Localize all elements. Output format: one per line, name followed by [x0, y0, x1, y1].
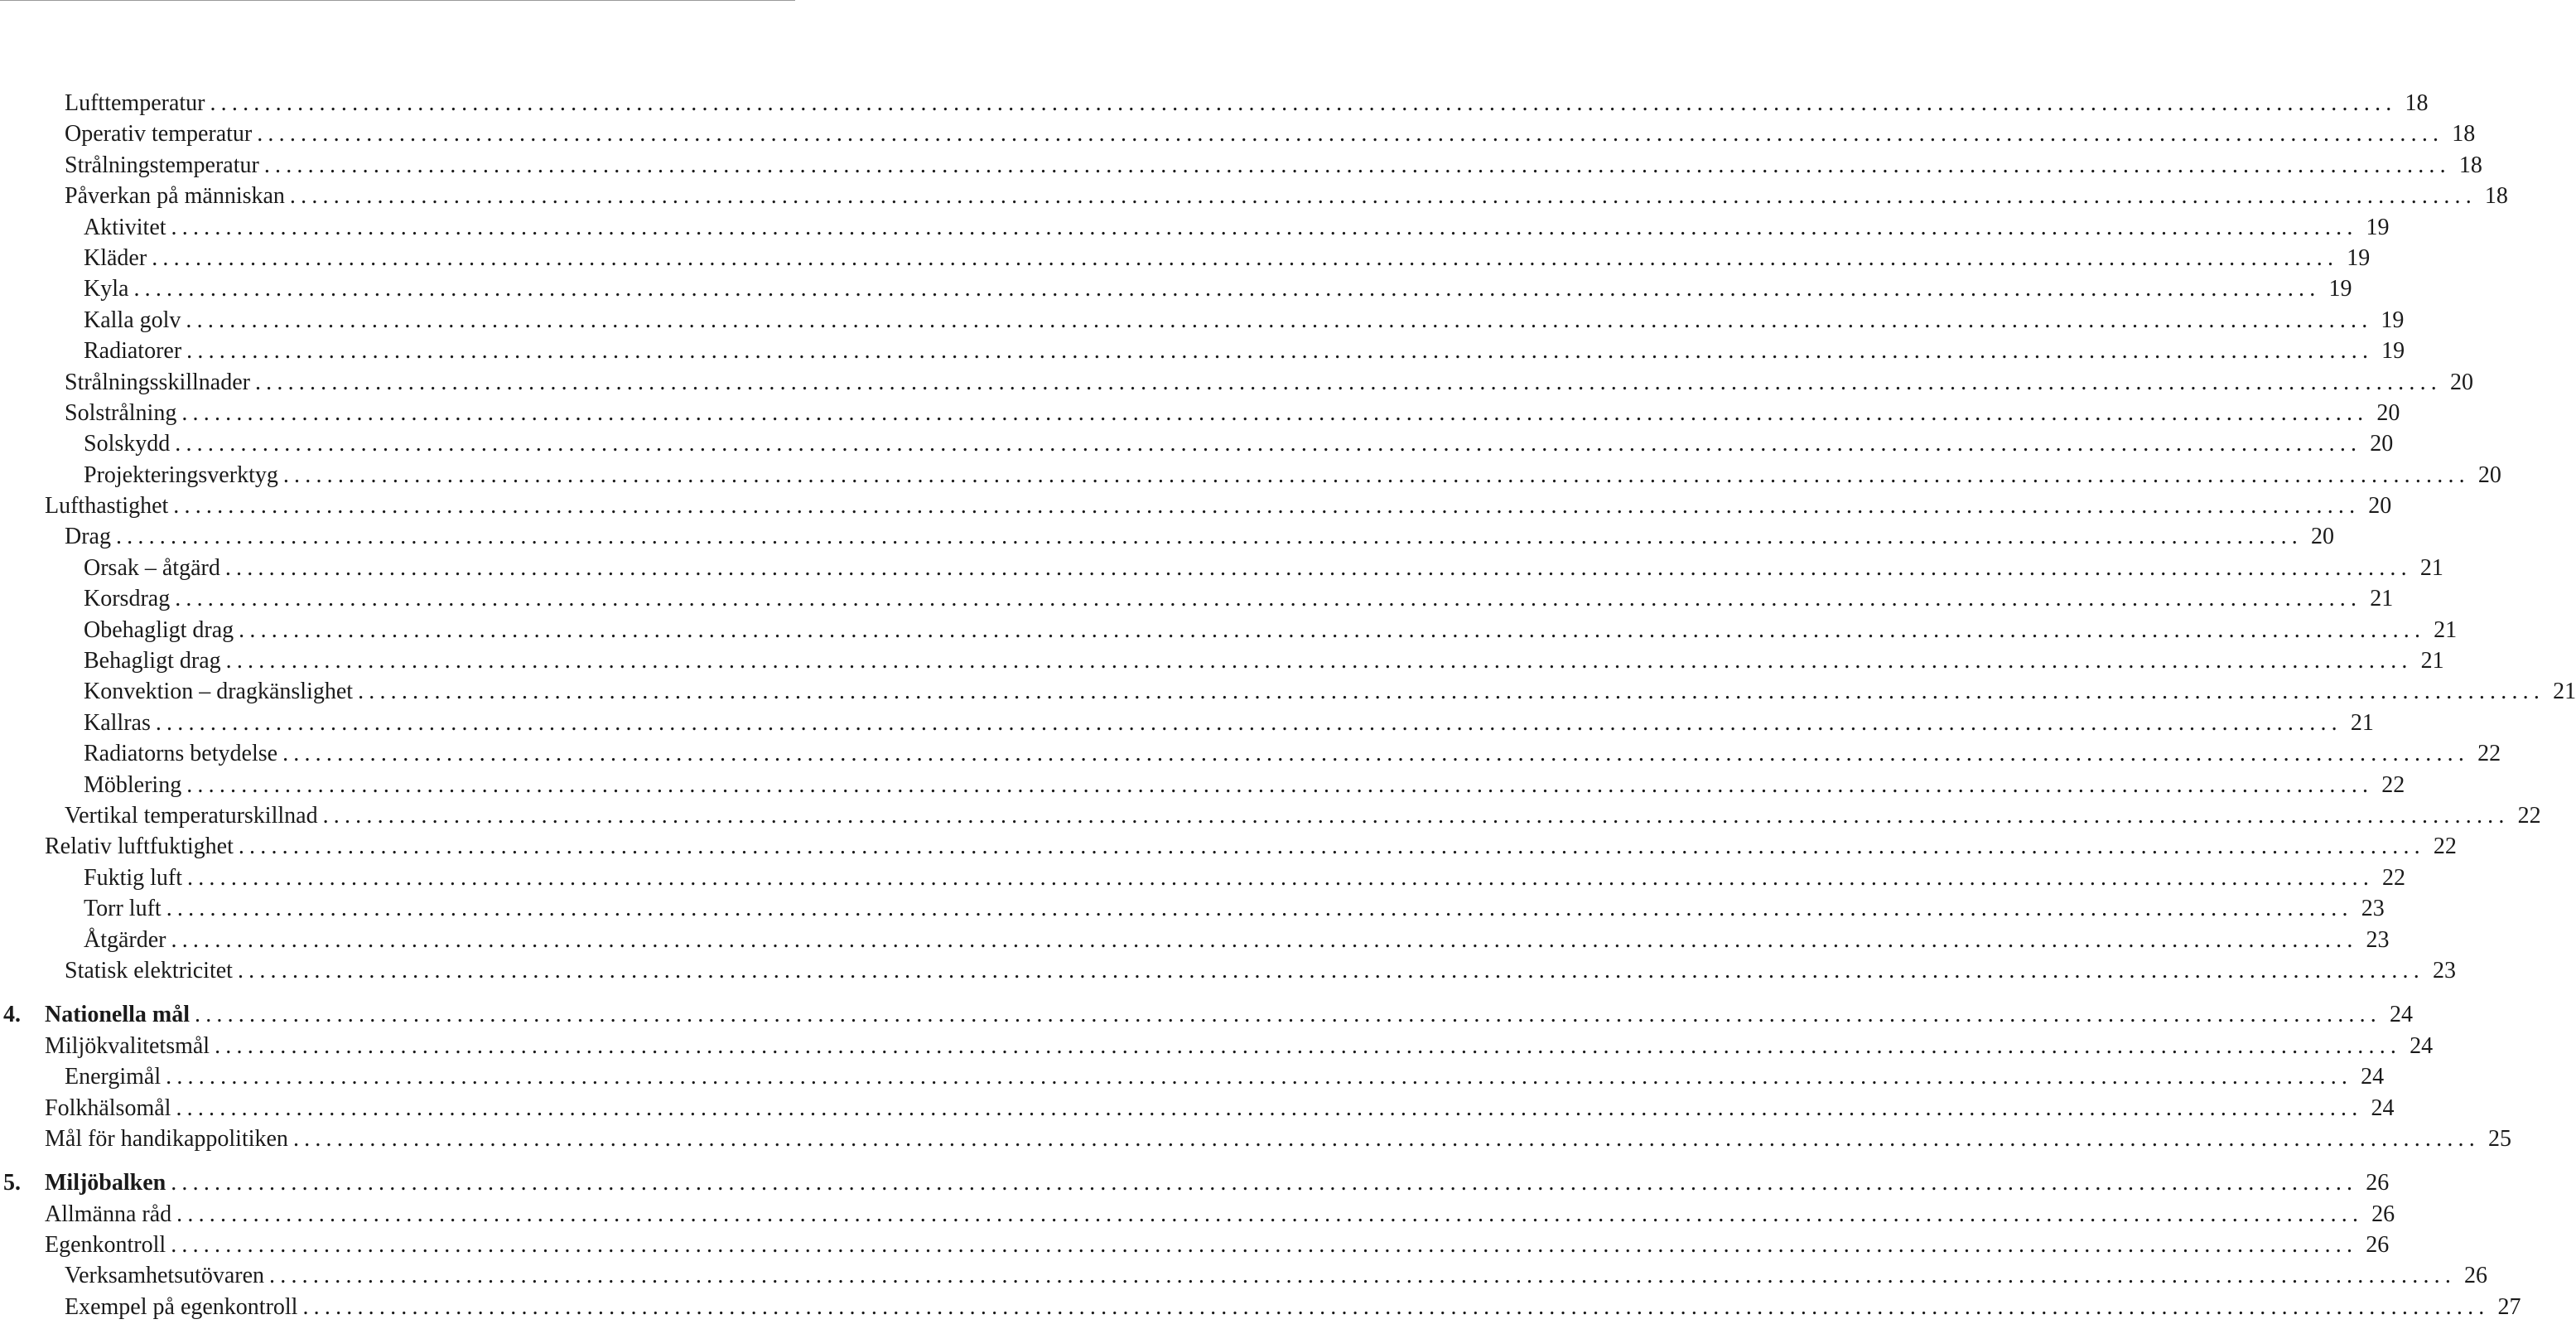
- toc-page-number: 23: [2366, 926, 2390, 953]
- toc-entry-title: Energimål: [65, 1064, 162, 1090]
- toc-page-number: 20: [2310, 524, 2334, 550]
- toc-page-number: 22: [2433, 834, 2457, 860]
- toc-page-number: 21: [2434, 616, 2458, 643]
- dot-leader: ........................................................................................................................................................................................................: [358, 679, 2545, 705]
- dot-leader: ........................................................................................................................................................................................................: [289, 183, 2477, 210]
- dot-leader: ........................................................................................................................................................................................................: [254, 369, 2442, 395]
- toc-entry: [0, 212, 2390, 243]
- toc-entry: [0, 955, 2456, 986]
- toc-page-number: 19: [2366, 214, 2390, 240]
- toc-chapter-number: 5.: [3, 1170, 21, 1196]
- toc-entry: [0, 1061, 2385, 1092]
- toc-page-number: 20: [2368, 493, 2392, 520]
- toc-entry-title: Projekteringsverktyg: [84, 462, 278, 488]
- toc-entry: [0, 1199, 2395, 1230]
- toc-entry: [0, 118, 2476, 149]
- dot-leader: ........................................................................................................................................................................................................: [171, 926, 2358, 953]
- toc-entry-title: Mål för handikappolitiken: [45, 1125, 288, 1152]
- toc-entry-title: Torr luft: [84, 896, 162, 922]
- dot-leader: ........................................................................................................................................................................................................: [239, 616, 2426, 643]
- toc-entry: [0, 1093, 2395, 1124]
- toc-entry-title: Statisk elektricitet: [65, 957, 233, 983]
- toc-page-number: 26: [2366, 1170, 2390, 1196]
- toc-entry-title: Exempel på egenkontroll: [65, 1293, 298, 1320]
- toc-entry-title: Lufthastighet: [45, 493, 169, 520]
- toc-page-number: 23: [2432, 957, 2456, 983]
- toc-page-number: 24: [2371, 1095, 2395, 1121]
- toc-entry: [0, 460, 2501, 491]
- dot-leader: ........................................................................................................................................................................................................: [187, 864, 2375, 891]
- toc-entry-title: Fuktig luft: [84, 864, 183, 891]
- dot-leader: ........................................................................................................................................................................................................: [176, 1201, 2364, 1227]
- toc-page-number: 27: [2497, 1293, 2521, 1320]
- toc-page-number: 19: [2347, 244, 2371, 271]
- toc-page-number: 26: [2464, 1263, 2488, 1289]
- dot-leader: ........................................................................................................................................................................................................: [171, 1170, 2358, 1196]
- toc-entry: [0, 181, 2508, 211]
- toc-entry: [0, 893, 2385, 924]
- toc-entry-title: Kalla golv: [84, 307, 181, 333]
- dot-leader: ........................................................................................................................................................................................................: [166, 896, 2353, 922]
- toc-entry-title: Aktivitet: [84, 214, 166, 240]
- toc-entry: [0, 428, 2394, 459]
- toc-entry-title: Behagligt drag: [84, 648, 221, 674]
- dot-leader: ........................................................................................................................................................................................................: [171, 1232, 2358, 1259]
- toc-entry-title: Konvektion – dragkänslighet: [84, 679, 354, 705]
- toc-chapter-number: 4.: [3, 1002, 21, 1028]
- toc-entry: [0, 1031, 2434, 1061]
- toc-entry: [0, 1230, 2390, 1260]
- dot-leader: ........................................................................................................................................................................................................: [171, 214, 2358, 240]
- toc-page-number: 22: [2517, 802, 2541, 829]
- toc-page-number: 26: [2366, 1232, 2390, 1259]
- toc-entry: [0, 1260, 2488, 1291]
- toc-page-number: 24: [2410, 1032, 2434, 1059]
- toc-entry-title: Miljökvalitetsmål: [45, 1032, 210, 1059]
- toc-page-number: 21: [2553, 679, 2576, 705]
- dot-leader: ........................................................................................................................................................................................................: [237, 957, 2424, 983]
- top-rule: [0, 0, 795, 1]
- toc-entry: [0, 243, 2371, 273]
- toc-entry-title: Åtgärder: [84, 926, 166, 953]
- toc-page-number: 22: [2381, 771, 2405, 798]
- dot-leader: ........................................................................................................................................................................................................: [186, 307, 2373, 333]
- toc-entry: [0, 336, 2405, 366]
- dot-leader: ........................................................................................................................................................................................................: [215, 1032, 2402, 1059]
- toc-entry-title: Drag: [65, 524, 111, 550]
- dot-leader: ........................................................................................................................................................................................................: [263, 152, 2451, 178]
- toc-entry-title: Egenkontroll: [45, 1232, 166, 1259]
- toc-entry-title: Kyla: [84, 276, 129, 302]
- toc-page-number: 19: [2381, 338, 2405, 365]
- toc-page-number: 20: [2376, 399, 2400, 426]
- dot-leader: ........................................................................................................................................................................................................: [175, 431, 2362, 457]
- toc-entry: [0, 150, 2482, 181]
- toc-entry-title: Folkhälsomål: [45, 1095, 171, 1121]
- dot-leader: ........................................................................................................................................................................................................: [186, 338, 2374, 365]
- toc-page-number: 19: [2328, 276, 2352, 302]
- toc-entry-title: Allmänna råd: [45, 1201, 172, 1227]
- toc-entry: [0, 925, 2390, 955]
- dot-leader: ........................................................................................................................................................................................................: [238, 834, 2425, 860]
- toc-entry: [0, 273, 2352, 304]
- toc-page-number: 20: [2477, 462, 2501, 488]
- toc-page-number: 26: [2371, 1201, 2395, 1227]
- toc-entry-title: Solstrålning: [65, 399, 177, 426]
- toc-entry-title: Kläder: [84, 244, 147, 271]
- toc-page-number: 18: [2484, 183, 2508, 210]
- table-of-contents: [0, 88, 2576, 1322]
- dot-leader: ........................................................................................................................................................................................................: [173, 493, 2361, 520]
- toc-page-number: 24: [2390, 1002, 2413, 1028]
- dot-leader: ........................................................................................................................................................................................................: [133, 276, 2321, 302]
- dot-leader: ........................................................................................................................................................................................................: [175, 586, 2362, 612]
- toc-entry-title: Vertikal temperaturskillnad: [65, 802, 318, 829]
- toc-entry: [0, 553, 2443, 583]
- toc-entry-title: Strålningsskillnader: [65, 369, 250, 395]
- dot-leader: ........................................................................................................................................................................................................: [322, 802, 2510, 829]
- dot-leader: ........................................................................................................................................................................................................: [225, 648, 2413, 674]
- toc-entry: [0, 491, 2392, 521]
- dot-leader: ........................................................................................................................................................................................................: [166, 1064, 2353, 1090]
- toc-page-number: 23: [2361, 896, 2385, 922]
- toc-entry-title: Radiatorns betydelse: [84, 741, 278, 767]
- toc-entry: [0, 1292, 2521, 1322]
- toc-entry: [0, 738, 2501, 769]
- toc-entry: [0, 863, 2406, 893]
- toc-entry-title: Operativ temperatur: [65, 121, 253, 147]
- toc-entry: [0, 521, 2334, 552]
- toc-entry-title: Möblering: [84, 771, 182, 798]
- toc-page-number: 18: [2405, 90, 2429, 116]
- toc-page-number: 21: [2370, 586, 2394, 612]
- toc-entry-title: Nationella mål: [45, 1002, 190, 1028]
- dot-leader: ........................................................................................................................................................................................................: [195, 1002, 2381, 1028]
- dot-leader: ........................................................................................................................................................................................................: [302, 1293, 2490, 1320]
- dot-leader: ........................................................................................................................................................................................................: [115, 524, 2303, 550]
- dot-leader: ........................................................................................................................................................................................................: [210, 90, 2397, 116]
- toc-entry: [0, 800, 2541, 831]
- toc-entry-title: Lufttemperatur: [65, 90, 205, 116]
- toc-entry: [0, 645, 2444, 676]
- dot-leader: ........................................................................................................................................................................................................: [292, 1125, 2480, 1152]
- dot-leader: ........................................................................................................................................................................................................: [257, 121, 2444, 147]
- toc-page-number: 18: [2458, 152, 2482, 178]
- dot-leader: ........................................................................................................................................................................................................: [224, 554, 2412, 581]
- toc-page-number: 25: [2487, 1125, 2511, 1152]
- toc-entry: [0, 708, 2374, 738]
- toc-page-number: 22: [2382, 864, 2406, 891]
- toc-page-number: 24: [2361, 1064, 2385, 1090]
- dot-leader: ........................................................................................................................................................................................................: [186, 771, 2374, 798]
- toc-entry-title: Obehagligt drag: [84, 616, 234, 643]
- toc-entry-title: Miljöbalken: [45, 1170, 166, 1196]
- toc-page-number: 19: [2381, 307, 2405, 333]
- toc-chapter-entry: [0, 1167, 2390, 1198]
- toc-entry-title: Kallras: [84, 709, 151, 736]
- toc-page-number: 20: [2370, 431, 2394, 457]
- toc-entry: [0, 583, 2394, 614]
- toc-entry-title: Verksamhetsutövaren: [65, 1263, 265, 1289]
- dot-leader: ........................................................................................................................................................................................................: [282, 741, 2470, 767]
- toc-page-number: 21: [2420, 648, 2444, 674]
- toc-entry-title: Korsdrag: [84, 586, 171, 612]
- dot-leader: ........................................................................................................................................................................................................: [176, 1095, 2363, 1121]
- toc-entry: [0, 305, 2405, 336]
- toc-entry-title: Solskydd: [84, 431, 171, 457]
- dot-leader: ........................................................................................................................................................................................................: [155, 709, 2342, 736]
- toc-entry: [0, 676, 2576, 707]
- toc-page-number: 21: [2350, 709, 2374, 736]
- toc-entry: [0, 770, 2405, 800]
- dot-leader: ........................................................................................................................................................................................................: [269, 1263, 2457, 1289]
- toc-entry-title: Relativ luftfuktighet: [45, 834, 234, 860]
- dot-leader: ........................................................................................................................................................................................................: [152, 244, 2339, 271]
- toc-chapter-entry: [0, 999, 2413, 1030]
- toc-page-number: 20: [2449, 369, 2473, 395]
- toc-entry: [0, 615, 2458, 645]
- toc-entry: [0, 88, 2429, 118]
- toc-entry-title: Radiatorer: [84, 338, 182, 365]
- dot-leader: ........................................................................................................................................................................................................: [282, 462, 2470, 488]
- toc-entry: [0, 398, 2400, 428]
- toc-page-number: 22: [2477, 741, 2501, 767]
- toc-entry: [0, 367, 2473, 398]
- toc-page-number: 21: [2419, 554, 2443, 581]
- toc-entry-title: Orsak – åtgärd: [84, 554, 220, 581]
- toc-page-number: 18: [2452, 121, 2476, 147]
- dot-leader: ........................................................................................................................................................................................................: [181, 399, 2369, 426]
- toc-entry-title: Strålningstemperatur: [65, 152, 259, 178]
- toc-entry: [0, 831, 2457, 862]
- toc-entry-title: Påverkan på människan: [65, 183, 285, 210]
- toc-entry: [0, 1124, 2511, 1154]
